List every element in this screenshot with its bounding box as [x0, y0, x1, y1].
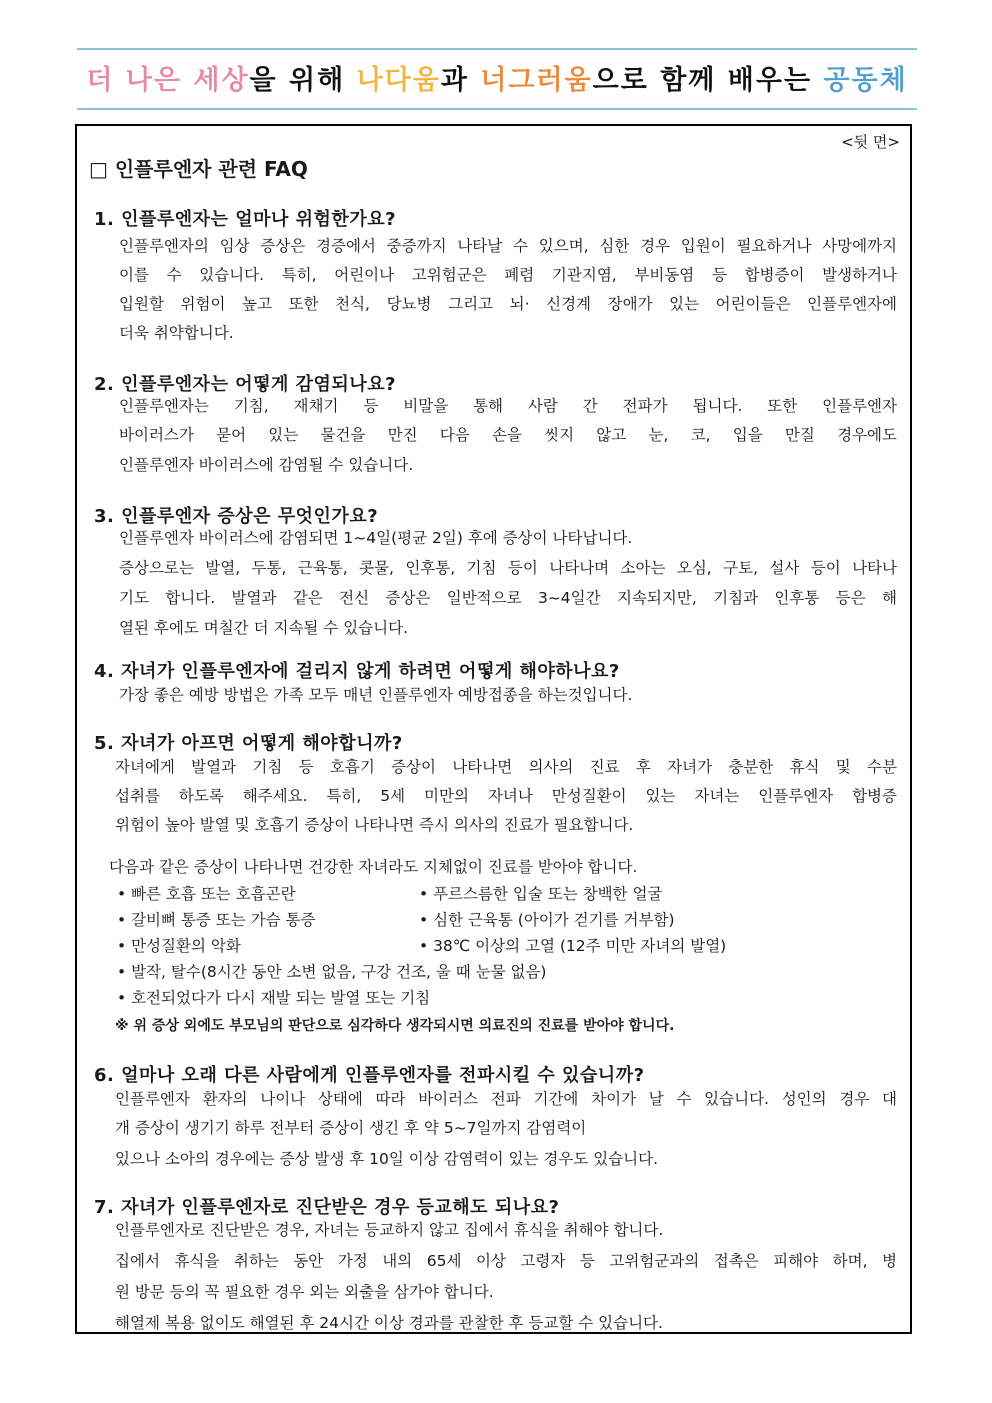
question-7: 7. 자녀가 인플루엔자로 진단받은 경우 등교해도 되나요?	[94, 1197, 560, 1218]
header-bottom-rule	[77, 108, 917, 110]
symptom-bullet: • 만성질환의 악화	[117, 937, 241, 955]
symptom-intro: 다음과 같은 증상이 나타나면 건강한 자녀라도 지체없이 진료를 받아야 합니다.	[109, 858, 638, 876]
symptom-bullet: • 호전되었다가 다시 재발 되는 발열 또는 기침	[117, 989, 431, 1007]
back-side-label: <뒷 면>	[841, 133, 900, 151]
answer-6-line: 인플루엔자 환자의 나이나 상태에 따라 바이러스 전파 기간에 차이가 날 수 있습니다. 성인의 경우 대	[115, 1090, 897, 1108]
slogan-part: 공동체	[812, 65, 908, 96]
answer-1-line: 이를 수 있습니다. 특히, 어린이나 고위험군은 폐렴 기관지염, 부비동염 등 합병증이 발생하거나	[119, 266, 897, 284]
symptom-bullet: • 심한 근육통 (아이가 걷기를 거부함)	[419, 911, 675, 929]
answer-7-line: 해열제 복용 없이도 해열된 후 24시간 이상 경과를 관찰한 후 등교할 수 있습니다.	[115, 1314, 663, 1332]
question-1: 1. 인플루엔자는 얼마나 위험한가요?	[94, 209, 397, 230]
caution-note: ※ 위 증상 외에도 부모님의 판단으로 심각하다 생각되시면 의료진의 진료를 받아야 합니다.	[115, 1018, 675, 1034]
answer-3-line: 증상으로는 발열, 두통, 근육통, 콧물, 인후통, 기침 등이 나타나며 소아는 오심, 구토, 설사 등이 나타나	[119, 559, 897, 577]
symptom-bullet: • 38℃ 이상의 고열 (12주 미만 자녀의 발열)	[419, 937, 727, 955]
answer-6-line: 개 증상이 생기기 하루 전부터 증상이 생긴 후 약 5~7일까지 감염력이	[115, 1119, 587, 1137]
answer-3-line: 열된 후에도 며칠간 더 지속될 수 있습니다.	[119, 619, 409, 637]
answer-2-line: 바이러스가 묻어 있는 물건을 만진 다음 손을 씻지 않고 눈, 코, 입을 만질 경우에도	[119, 426, 897, 444]
answer-1-line: 더욱 취약합니다.	[119, 324, 234, 342]
slogan-part: 너그러움	[480, 65, 593, 96]
symptom-bullet: • 빠른 호흡 또는 호흡곤란	[117, 885, 296, 903]
question-3: 3. 인플루엔자 증상은 무엇인가요?	[94, 506, 379, 527]
faq-title: □ 인플루엔자 관련 FAQ	[89, 157, 308, 181]
symptom-bullet: • 푸르스름한 입술 또는 창백한 얼굴	[419, 885, 663, 903]
answer-5-line: 섭취를 하도록 해주세요. 특히, 5세 미만의 자녀나 만성질환이 있는 자녀는 인플루엔자 합병증	[115, 787, 897, 805]
slogan-part: 과	[440, 65, 481, 96]
answer-4-line: 가장 좋은 예방 방법은 가족 모두 매년 인플루엔자 예방접종을 하는것입니다.	[119, 686, 633, 704]
answer-2-line: 인플루엔자는 기침, 재채기 등 비말을 통해 사람 간 전파가 됩니다. 또한 인플루엔자	[119, 397, 897, 415]
faq-box	[75, 124, 912, 1334]
answer-5-line: 위험이 높아 발열 및 호흡기 증상이 나타나면 즉시 의사의 진료가 필요합니다.	[115, 816, 634, 834]
question-6: 6. 얼마나 오래 다른 사람에게 인플루엔자를 전파시킬 수 있습니까?	[94, 1065, 645, 1086]
question-5: 5. 자녀가 아프면 어떻게 해야합니까?	[94, 733, 403, 754]
answer-6-line: 있으나 소아의 경우에는 증상 발생 후 10일 이상 감염력이 있는 경우도 있습니다.	[115, 1150, 659, 1168]
answer-1-line: 인플루엔자의 임상 증상은 경증에서 중증까지 나타날 수 있으며, 심한 경우 입원이 필요하거나 사망에까지	[119, 237, 897, 255]
answer-7-line: 인플루엔자로 진단받은 경우, 자녀는 등교하지 않고 집에서 휴식을 취해야 합니다.	[115, 1221, 664, 1239]
answer-5-line: 자녀에게 발열과 기침 등 호흡기 증상이 나타나면 의사의 진료 후 자녀가 충분한 휴식 및 수분	[115, 758, 897, 776]
question-2: 2. 인플루엔자는 어떻게 감염되나요?	[94, 374, 397, 395]
answer-7-line: 집에서 휴식을 취하는 동안 가정 내의 65세 이상 고령자 등 고위험군과의 접촉은 피해야 하며, 병	[115, 1252, 897, 1270]
slogan-part: 함께 배우는	[660, 65, 813, 96]
answer-1-line: 입원할 위험이 높고 또한 천식, 당뇨병 그리고 뇌· 신경계 장애가 있는 어린이들은 인플루엔자에	[119, 295, 897, 313]
answer-3-line: 인플루엔자 바이러스에 감염되면 1~4일(평균 2일) 후에 증상이 나타납니다.	[119, 529, 633, 547]
slogan-part: 으로	[592, 65, 661, 96]
slogan-part: 나다움	[356, 65, 441, 96]
question-4: 4. 자녀가 인플루엔자에 걸리지 않게 하려면 어떻게 해야하나요?	[94, 661, 620, 682]
slogan-part: 더 나은 세상	[86, 65, 250, 96]
slogan-part: 을 위해	[249, 65, 357, 96]
symptom-bullet: • 발작, 탈수(8시간 동안 소변 없음, 구강 건조, 울 때 눈물 없음)	[117, 963, 547, 981]
answer-3-line: 기도 합니다. 발열과 같은 전신 증상은 일반적으로 3~4일간 지속되지만, 기침과 인후통 등은 해	[119, 589, 897, 607]
answer-2-line: 인플루엔자 바이러스에 감염될 수 있습니다.	[119, 456, 414, 474]
answer-7-line: 원 방문 등의 꼭 필요한 경우 외는 외출을 삼가야 합니다.	[115, 1283, 494, 1301]
symptom-bullet: • 갈비뼈 통증 또는 가슴 통증	[117, 911, 316, 929]
header-top-rule	[77, 48, 917, 50]
school-slogan	[77, 58, 917, 97]
